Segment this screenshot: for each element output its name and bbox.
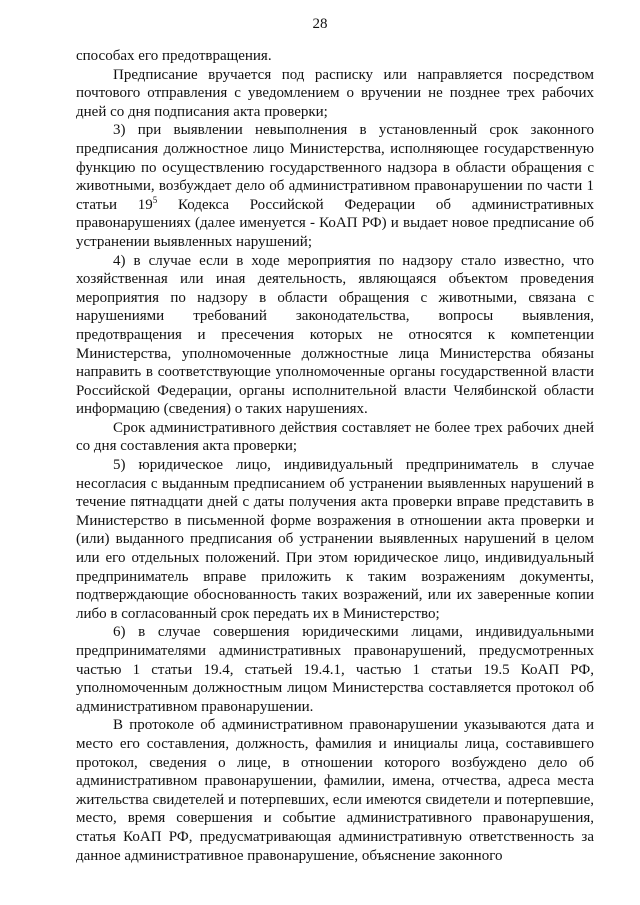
paragraph: Срок административного действия составляет не более трех рабочих дней со дня составления акта проверки; <box>76 419 594 455</box>
body-text <box>76 47 594 865</box>
paragraph: 5) юридическое лицо, индивидуальный предприниматель в случае несогласия с выданным предписанием об устранении выявленных нарушений в течение пятнадцати дней с даты получения акта проверки вправе представить в Министерство в письменной форме возражения в отношении акта проверки и (или) выданного предписания об устранении выявленных нарушений в целом или его отдельных положений. При этом юридическое лицо, индивидуальный предприниматель вправе приложить к таким возражениям документы, подтверждающие обоснованность таких возражений, или их заверенные копии либо в согласованный срок передать их в Министерство; <box>76 457 594 622</box>
paragraph: В протоколе об административном правонарушении указываются дата и место его составления, должность, фамилия и инициалы лица, составившего протокол, сведения о лице, в отношении которого возбуждено дело об административном правонарушении, фамилии, имена, отчества, адреса места жительства свидетелей и потерпевших, если имеются свидетели и потерпевшие, место, время совершения и событие административного правонарушения, статья КоАП РФ, предусматривающая административную ответственность за данное административное правонарушение, объяснение законного <box>76 717 594 864</box>
paragraph-text: 3) при выявлении невыполнения в установленный срок законного предписания должностное лицо Министерства, исполняющее государственную функцию по осуществлению государственного надзора в области обращения с животными, возбуждает дело об административном правонарушении по части 1 статьи 19 <box>76 122 594 213</box>
paragraph: Предписание вручается под расписку или направляется посредством почтового отправления с уведомлением о вручении не позднее трех рабочих дней со дня подписания акта проверки; <box>76 66 594 120</box>
paragraph <box>76 121 594 251</box>
paragraph: 4) в случае если в ходе мероприятия по надзору стало известно, что хозяйственная или иная деятельность, являющаяся объектом проведения мероприятия по надзору в области обращения с животными, связана с нарушениями требований законодательства, вопросы выявления, предотвращения и пресечения которых не относятся к компетенции Министерства, уполномоченные должностные лица Министерства обязаны направить в соответствующие уполномоченные органы государственной власти Российской Федерации, органы исполнительной власти Челябинской области информацию (сведения) о таких нарушениях. <box>76 252 594 418</box>
page-number: 28 <box>312 16 328 32</box>
paragraph-text: Кодекса Российской Федерации об административных правонарушениях (далее именуется - КоАП РФ) и выдает новое предписание об устранении выявленных нарушений; <box>76 196 594 250</box>
superscript: 5 <box>152 194 158 205</box>
paragraph: 6) в случае совершения юридическими лицами, индивидуальными предпринимателями административных правонарушений, предусмотренных частью 1 статьи 19.4, статьей 19.4.1, частью 1 статьи 19.5 КоАП РФ, уполномоченным должностным лицом Министерства составляется протокол об административном правонарушении. <box>76 624 594 715</box>
paragraph: способах его предотвращения. <box>76 48 272 64</box>
